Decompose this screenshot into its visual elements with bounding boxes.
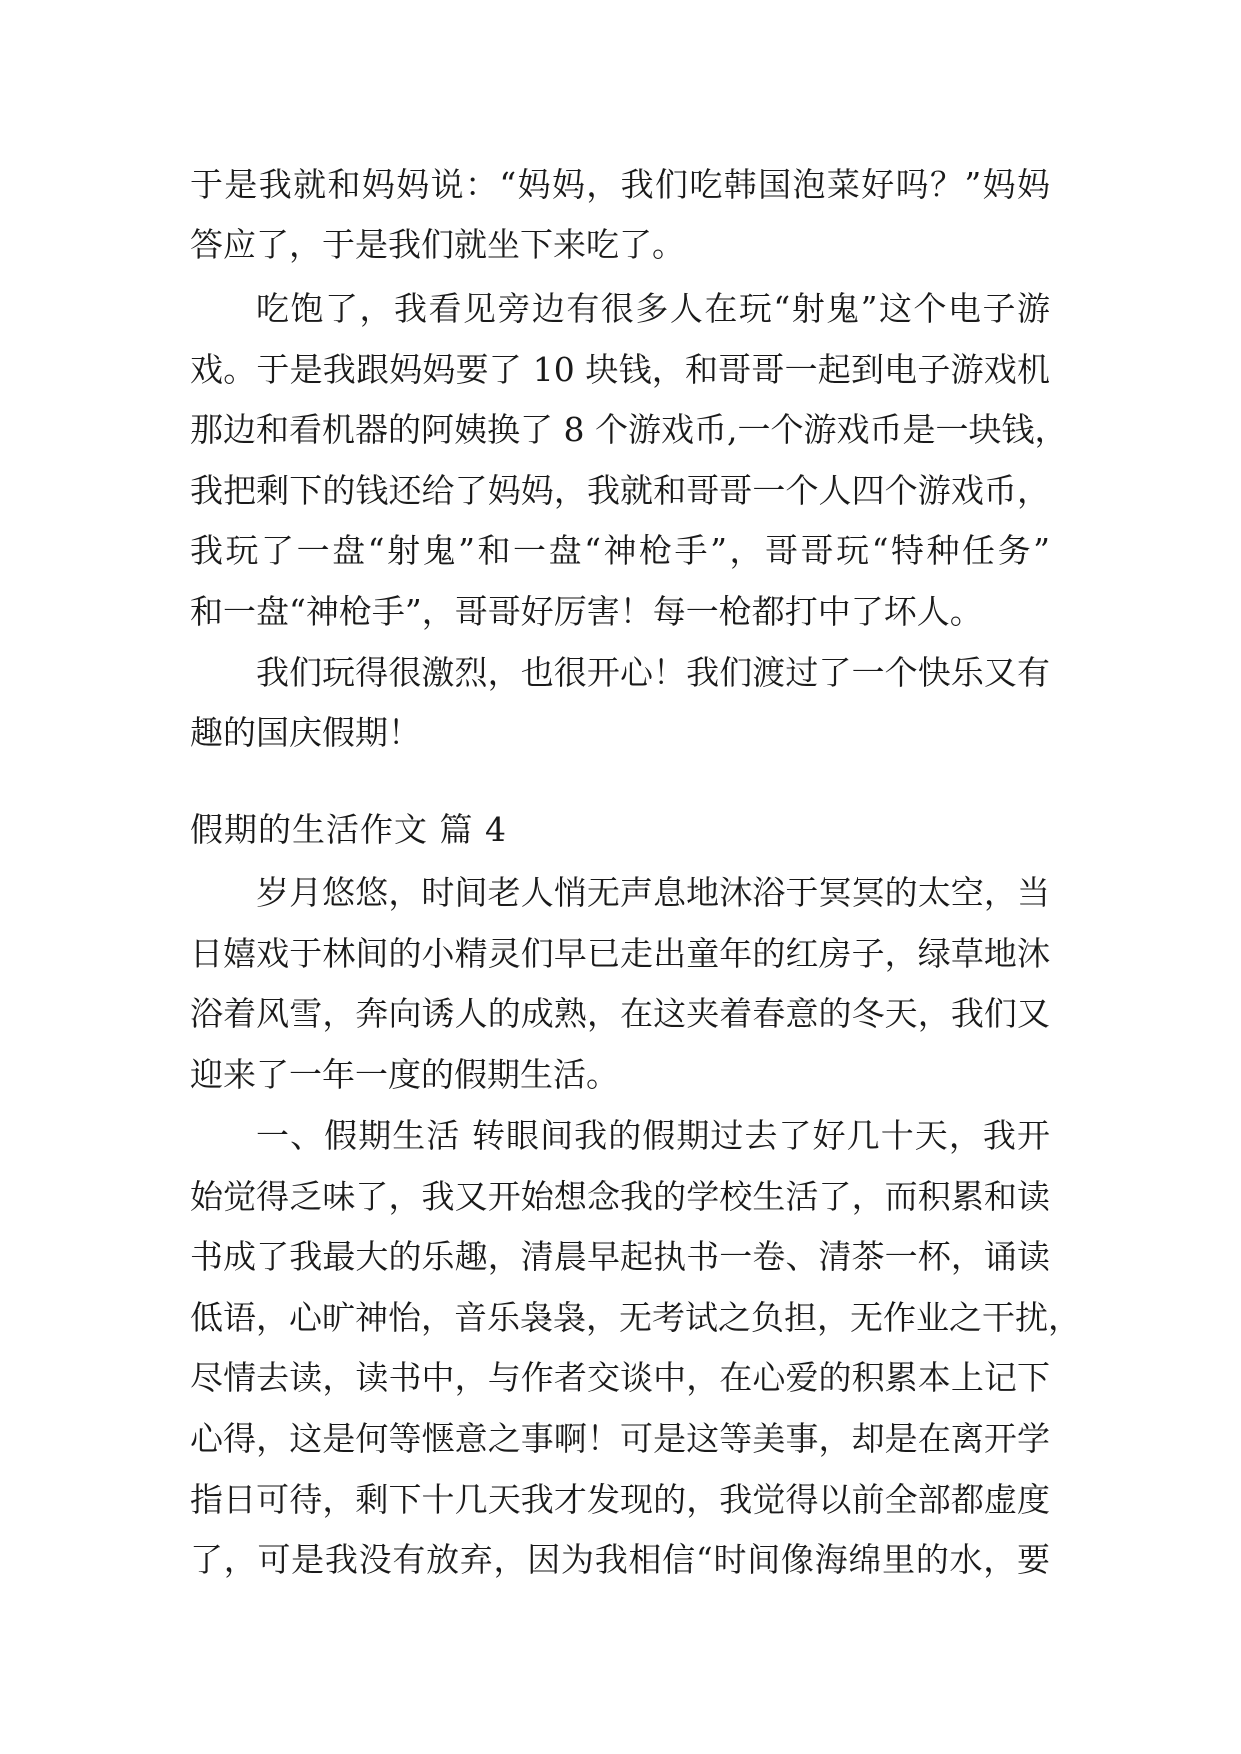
paragraph-5-line-7: 指日可待，剩下十几天我才发现的，我觉得以前全部都虚度	[190, 1480, 1050, 1519]
paragraph-4-line-3: 浴着风雪，奔向诱人的成熟，在这夹着春意的冬天，我们又	[190, 994, 1050, 1033]
paragraph-1-line-2: 答应了，于是我们就坐下来吃了。	[190, 225, 685, 264]
paragraph-5-line-5: 尽情去读，读书中，与作者交谈中，在心爱的积累本上记下	[190, 1358, 1050, 1397]
paragraph-2-line-6: 和一盘“神枪手”，哥哥好厉害！每一枪都打中了坏人。	[190, 592, 983, 631]
paragraph-2-line-4: 我把剩下的钱还给了妈妈，我就和哥哥一个人四个游戏币，	[190, 471, 1050, 510]
paragraph-4-line-1: 岁月悠悠，时间老人悄无声息地沐浴于冥冥的太空，当	[256, 873, 1050, 912]
paragraph-2-line-1: 吃饱了，我看见旁边有很多人在玩“射鬼”这个电子游	[256, 289, 1050, 328]
paragraph-3-line-1: 我们玩得很激烈，也很开心！我们渡过了一个快乐又有	[256, 653, 1050, 692]
paragraph-1-line-1: 于是我就和妈妈说：“妈妈，我们吃韩国泡菜好吗？”妈妈	[190, 165, 1050, 204]
paragraph-5-line-3: 书成了我最大的乐趣，清晨早起执书一卷、清茶一杯，诵读	[190, 1237, 1050, 1276]
paragraph-5-line-1: 一、假期生活 转眼间我的假期过去了好几十天，我开	[256, 1116, 1050, 1155]
paragraph-5-line-4: 低语，心旷神怡，音乐袅袅，无考试之负担，无作业之干扰，	[190, 1298, 1081, 1337]
paragraph-2-line-2: 戏。于是我跟妈妈要了 10 块钱，和哥哥一起到电子游戏机	[190, 350, 1050, 389]
paragraph-5-line-2: 始觉得乏味了，我又开始想念我的学校生活了，而积累和读	[190, 1177, 1050, 1216]
paragraph-5-line-6: 心得，这是何等惬意之事啊！可是这等美事，却是在离开学	[190, 1419, 1050, 1458]
section-heading: 假期的生活作文 篇 4	[190, 810, 507, 849]
paragraph-3-line-2: 趣的国庆假期！	[190, 713, 421, 752]
paragraph-2-line-5: 我玩了一盘“射鬼”和一盘“神枪手”，哥哥玩“特种任务”	[190, 531, 1050, 570]
paragraph-5-line-8: 了，可是我没有放弃，因为我相信“时间像海绵里的水，要	[190, 1540, 1050, 1579]
paragraph-4-line-2: 日嬉戏于林间的小精灵们早已走出童年的红房子，绿草地沐	[190, 934, 1050, 973]
paragraph-4-line-4: 迎来了一年一度的假期生活。	[190, 1055, 619, 1094]
paragraph-2-line-3: 那边和看机器的阿姨换了 8 个游戏币,一个游戏币是一块钱，	[190, 410, 1068, 449]
